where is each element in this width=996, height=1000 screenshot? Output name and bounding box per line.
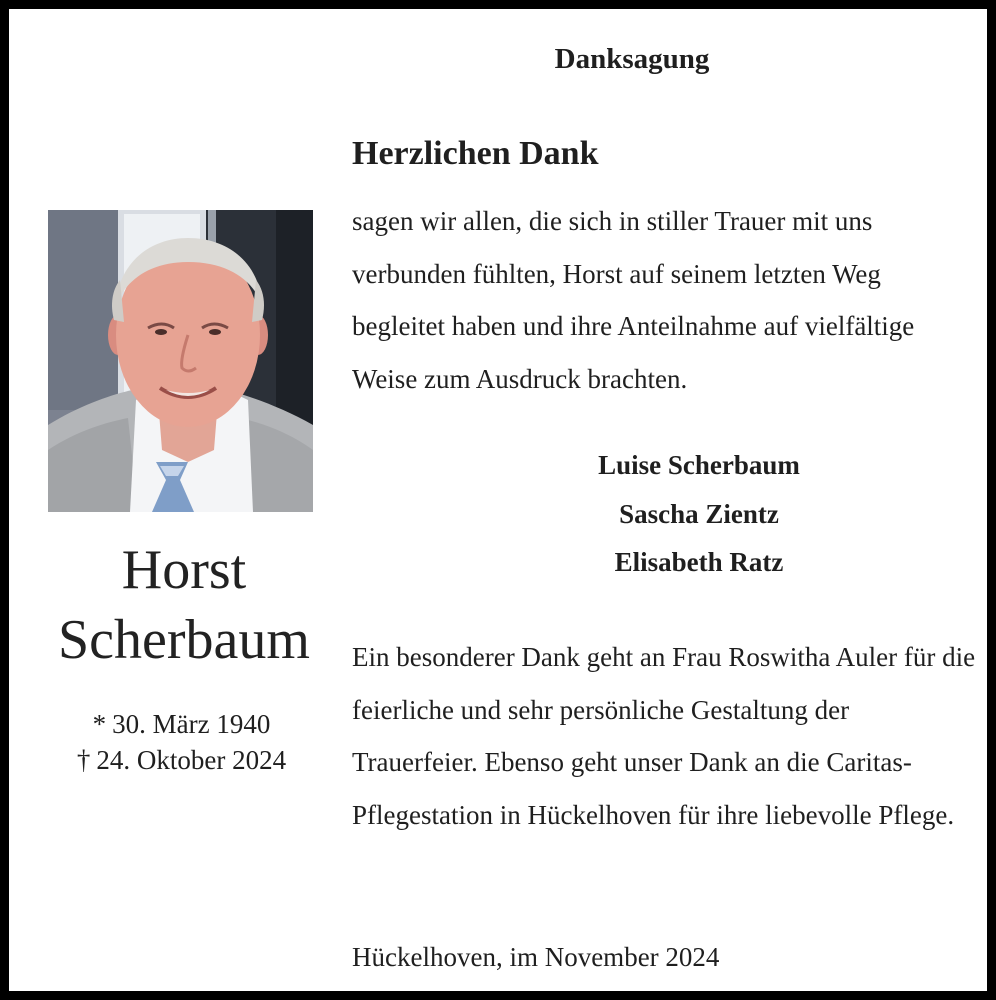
birth-date: 30. März 1940	[112, 709, 271, 739]
death-date-line	[49, 742, 314, 778]
family-name: Luise Scherbaum	[598, 450, 800, 480]
death-symbol: †	[76, 745, 91, 775]
notice-heading: Danksagung	[554, 43, 710, 75]
last-name: Scherbaum	[58, 609, 310, 671]
life-dates	[49, 706, 314, 778]
family-name: Sascha Zientz	[619, 498, 779, 529]
death-date: 24. Oktober 2024	[96, 745, 287, 775]
birth-symbol: *	[92, 709, 107, 739]
thanks-paragraph: sagen wir allen, die sich in stiller Trauer mit uns verbunden fühlten, Horst auf seinem letzten Weg begleitet haben und ihre Anteilnahme auf vielfältige Weise zum Ausdruck brachten.	[352, 206, 915, 394]
first-name: Horst	[121, 539, 247, 601]
special-thanks-paragraph: Ein besonderer Dank geht an Frau Roswitha Auler für die feierliche und sehr persönliche Gestaltung der Trauerfeier. Ebenso geht unser Dank an die Caritas- Pflegestation in Hückelhoven für ihre liebevolle Pflege.	[352, 642, 976, 830]
family-names	[509, 441, 889, 587]
deceased-name	[29, 535, 339, 675]
family-name: Elisabeth Ratz	[614, 547, 784, 577]
birth-date-line	[49, 706, 314, 742]
place-date: Hückelhoven, im November 2024	[352, 942, 720, 972]
portrait-photo	[48, 210, 313, 512]
notice-subheading: Herzlichen Dank	[352, 135, 599, 172]
